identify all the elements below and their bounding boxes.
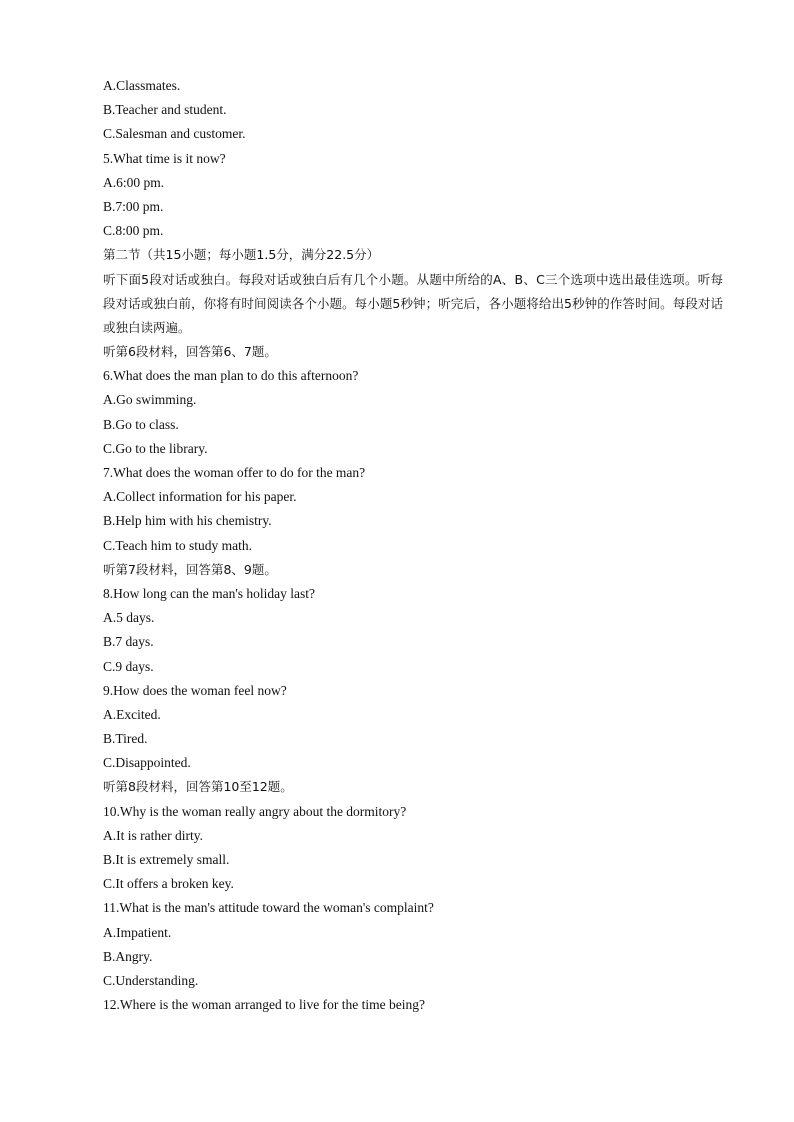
question-line: 10.Why is the woman really angry about the dormitory? [103, 803, 407, 819]
option-line: B.Teacher and student. [103, 102, 227, 118]
question-line: 5.What time is it now? [103, 150, 226, 166]
option-line: C.8:00 pm. [103, 223, 164, 239]
option-line: A.6:00 pm. [103, 174, 165, 190]
question-line: 11.What is the man's attitude toward the woman's complaint? [103, 900, 434, 916]
section-instructions: 听下面5段对话或独白。每段对话或独白后有几个小题。从题中所给的A、B、C三个选项中选出最佳选项。听每段对话或独白前，你将有时间阅读各个小题。每小题5秒钟；听完后，各小题将给出5秒钟的作答时间。每段对话或独白读两遍。 [103, 271, 723, 335]
option-line: A.Collect information for his paper. [103, 489, 297, 505]
option-line: B.7 days. [103, 634, 154, 650]
option-line: B.Angry. [103, 948, 153, 964]
question-line: 6.What does the man plan to do this afternoon? [103, 368, 359, 384]
option-line: B.It is extremely small. [103, 852, 230, 868]
option-line: C.Salesman and customer. [103, 126, 246, 142]
option-line: C.9 days. [103, 658, 154, 674]
material-heading: 听第8段材料，回答第10至12题。 [103, 779, 293, 795]
option-line: B.Go to class. [103, 416, 179, 432]
question-line: 7.What does the woman offer to do for the man? [103, 465, 366, 481]
option-line: A.Excited. [103, 706, 161, 722]
question-line: 9.How does the woman feel now? [103, 682, 287, 698]
question-line: 8.How long can the man's holiday last? [103, 585, 316, 601]
section-heading: 第二节（共15小题；每小题1.5分，满分22.5分） [103, 247, 380, 263]
option-line: C.Disappointed. [103, 755, 191, 771]
option-line: A.5 days. [103, 610, 155, 626]
option-line: A.It is rather dirty. [103, 827, 203, 843]
option-line: B.Tired. [103, 731, 148, 747]
material-heading: 听第6段材料，回答第6、7题。 [103, 344, 277, 360]
option-line: C.Go to the library. [103, 440, 208, 456]
option-line: C.It offers a broken key. [103, 876, 234, 892]
option-line: C.Teach him to study math. [103, 537, 253, 553]
option-line: B.7:00 pm. [103, 198, 164, 214]
document-content [103, 74, 723, 1017]
option-line: B.Help him with his chemistry. [103, 513, 272, 529]
option-line: C.Understanding. [103, 972, 199, 988]
question-line: 12.Where is the woman arranged to live for the time being? [103, 997, 426, 1013]
option-line: A.Impatient. [103, 924, 172, 940]
option-line: A.Classmates. [103, 78, 181, 93]
material-heading: 听第7段材料，回答第8、9题。 [103, 561, 277, 577]
option-line: A.Go swimming. [103, 392, 197, 408]
